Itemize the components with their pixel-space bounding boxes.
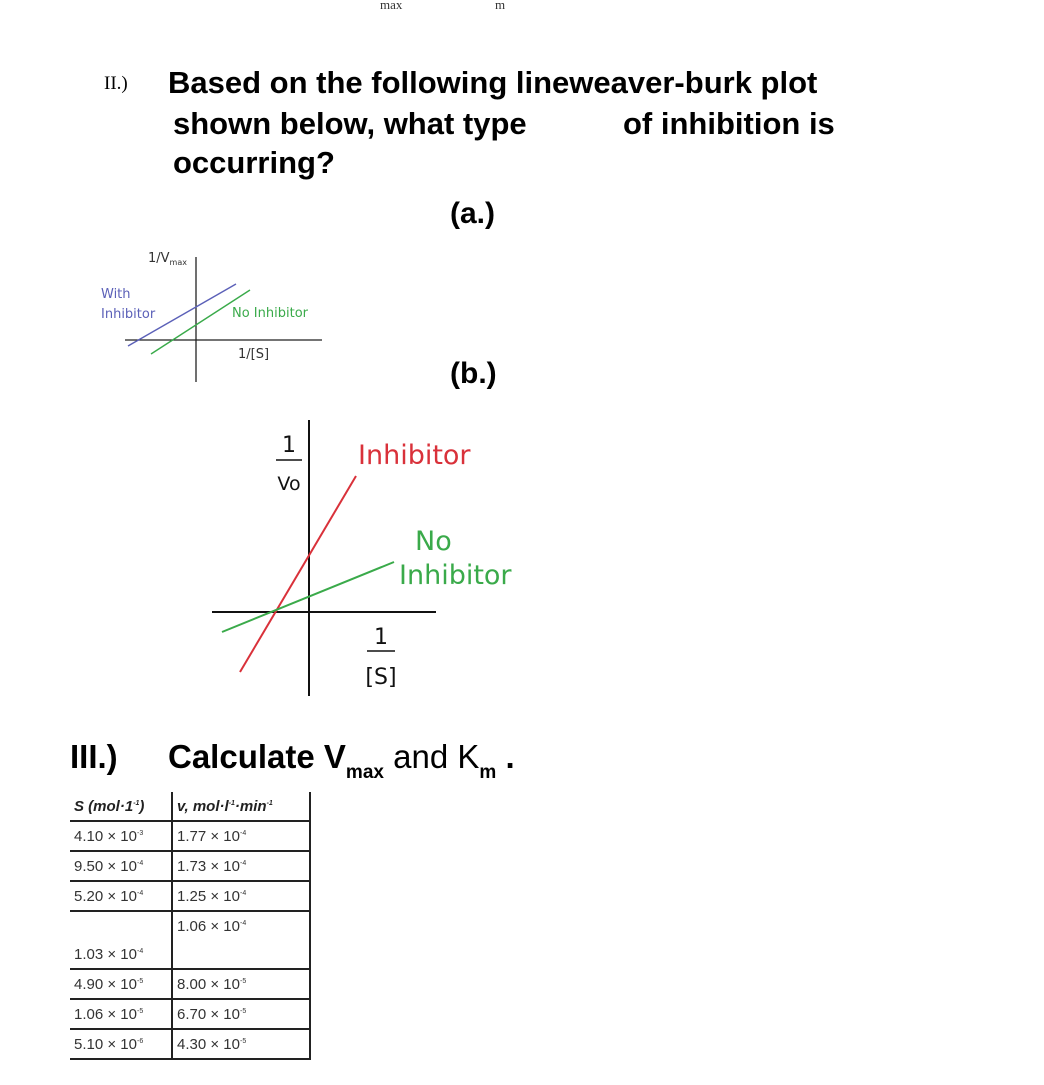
header-velocity: v, $mol\cdot l^{-1}\cdot\min^{-1}$ bbox=[172, 792, 310, 821]
table-row bbox=[70, 999, 310, 1029]
plot-b-no-label-2: Inhibitor bbox=[399, 560, 512, 591]
period: . bbox=[505, 738, 515, 775]
plot-a-ylabel: $1/V_{max}$ bbox=[148, 251, 187, 267]
table-row bbox=[70, 911, 310, 940]
plot-b-inhibitor-line bbox=[240, 476, 356, 672]
cell-v: $1.73 \times 10^{-4}$ bbox=[172, 851, 310, 881]
question-2-line-1: Based on the following lineweaver-burk plot bbox=[168, 65, 818, 100]
question-2-line-2b: of inhibition is bbox=[623, 106, 835, 141]
plot-a-tag: (a.) bbox=[450, 197, 495, 230]
plot-b-tag: (b.) bbox=[450, 357, 497, 390]
cell-s: $5.10 \times 10^{-6}$ bbox=[70, 1029, 172, 1059]
plot-b-x-denominator: [S] bbox=[365, 665, 397, 690]
cell-s bbox=[70, 911, 172, 940]
calculate-v-text: Calculate V bbox=[168, 738, 346, 775]
cell-s: $4.10 \times 10^{-3}$ bbox=[70, 821, 172, 851]
plot-b-no-label-1: No bbox=[415, 526, 452, 557]
table-row bbox=[70, 821, 310, 851]
km-subscript: m bbox=[479, 762, 497, 783]
plot-a-with-label-1: With bbox=[101, 287, 131, 302]
plot-a-with-label-2: Inhibitor bbox=[101, 307, 156, 322]
cell-s: $4.90 \times 10^{-5}$ bbox=[70, 969, 172, 999]
table-row bbox=[70, 940, 310, 969]
plot-a-no-inhibitor-label: No Inhibitor bbox=[232, 306, 308, 321]
question-2-line-3: occurring? bbox=[173, 145, 335, 180]
plot-b-x-numerator: 1 bbox=[374, 625, 388, 650]
table-header-row bbox=[70, 792, 310, 821]
table-row bbox=[70, 851, 310, 881]
cell-v bbox=[172, 940, 310, 969]
cell-v: $8.00 \times 10^{-5}$ bbox=[172, 969, 310, 999]
cell-s: $9.50 \times 10^{-4}$ bbox=[70, 851, 172, 881]
plot-b-inhibitor-label: Inhibitor bbox=[358, 440, 471, 471]
cell-s: $1.06 \times 10^{-5}$ bbox=[70, 999, 172, 1029]
top-fragment-m: m bbox=[495, 0, 506, 12]
cell-s: $1.03 \times 10^{-4}$ bbox=[70, 940, 172, 969]
cell-v: $6.70 \times 10^{-5}$ bbox=[172, 999, 310, 1029]
question-2-line-2a: shown below, what type bbox=[173, 106, 527, 141]
cell-v: $1.06 \times 10^{-4}$ bbox=[172, 911, 310, 940]
cell-v: $4.30 \times 10^{-5}$ bbox=[172, 1029, 310, 1059]
vmax-subscript: max bbox=[345, 762, 384, 783]
header-substrate: S $(mol\cdot 1^{-1})$ bbox=[70, 792, 172, 821]
question-3-number: III.) bbox=[70, 738, 118, 775]
data-table bbox=[70, 792, 311, 1060]
plot-b bbox=[0, 0, 560, 720]
table-row bbox=[70, 881, 310, 911]
plot-b-y-numerator: 1 bbox=[282, 433, 296, 458]
table-row bbox=[70, 969, 310, 999]
question-2-number: II.) bbox=[104, 73, 128, 94]
cell-v: $1.25 \times 10^{-4}$ bbox=[172, 881, 310, 911]
cell-v: $1.77 \times 10^{-4}$ bbox=[172, 821, 310, 851]
question-3-text bbox=[168, 738, 515, 783]
top-fragment-max: max bbox=[380, 0, 403, 12]
cell-s: $5.20 \times 10^{-4}$ bbox=[70, 881, 172, 911]
table-row bbox=[70, 1029, 310, 1059]
plot-a-xlabel: 1/[S] bbox=[238, 347, 270, 362]
and-k-text: and K bbox=[393, 738, 480, 775]
plot-b-y-denominator: Vo bbox=[277, 473, 301, 495]
